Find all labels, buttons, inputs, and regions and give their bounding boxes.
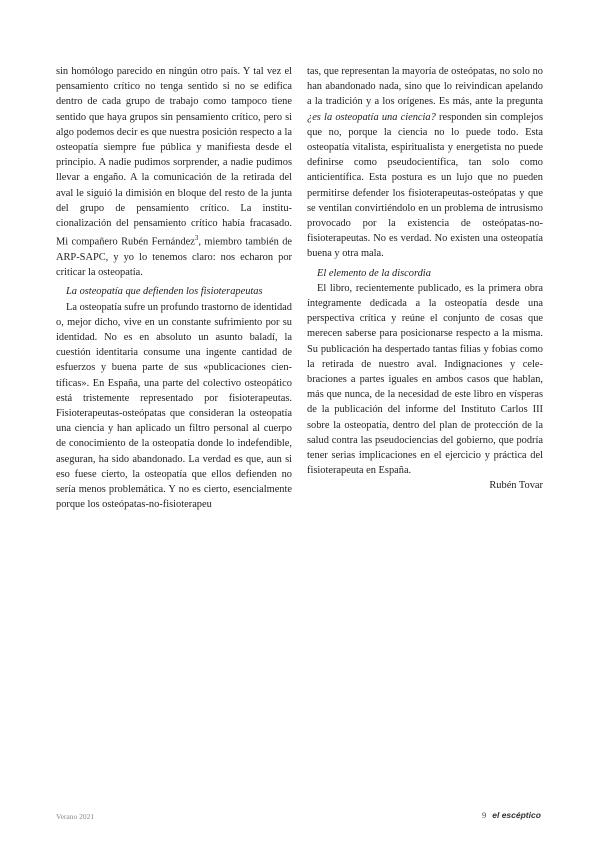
paragraph-text-end: , miembro también de ARP-SAPC, y yo lo tenemos claro: nos echaron por criticar la osteopatía. — [56, 236, 293, 279]
footer-right — [482, 810, 541, 820]
paragraph: La osteopatía sufre un profundo trastorno de identidad o, mejor dicho, vive en un constante sufrimiento por su identidad. No es en absoluto un asunto baladí, la cuestión identitaria consume una ingente cantidad de esfuerzos y buena parte de sus «publicaciones científicas». En España, una parte del colectivo osteopático está tristemente representado por fisioterapeutas. Fisioterapeutas-osteópatas que consideran la osteopatía una ciencia y han aplicado un filtro personal al cuerpo de conocimiento de la osteopatía donde lo indefendible, aseguran, ha sido abandonado. La verdad es que, aun si eso fuese cierto, la osteopatía que ellos defienden no sería menos problemática. Y no es cierto, esencialmente porque los osteópatas-no-fisioterapeu — [56, 301, 292, 511]
footnote-marker: 3 — [194, 234, 199, 243]
paragraph — [307, 64, 543, 262]
paragraph-text-end: responden sin complejos que no, porque la ciencia no lo puede todo. Esta osteopatía vitalista, espiritualista y energetista no puede definirse como pseudocientífica, tan solo como anticientífica. Esta postura es un lujo que no pueden permitirse defender los fisioterapeutas-osteópatas y que se ventilan convirtiéndolo en un problema de intrusismo provocado por la existencia de osteópatas-no-fisioterapeutas. No es verdad. No existen una osteopatía buena y otra mala. — [307, 111, 543, 260]
author-signature: Rubén Tovar — [489, 480, 543, 492]
paragraph — [56, 64, 292, 280]
paragraph: El libro, recientemente publicado, es la primera obra íntegramente dedicada a la osteopatía desde una perspectiva crítica y reúne el conjunto de cosas que merecen saberse para posicionarse respecto a la misma. Su publicación ha despertado tantas filias y fobias como la retirada de nuestro aval. Indignaciones y celebraciones a partes iguales en ambos casos que hablan, más que nunca, de la necesidad de este libro en vísperas de la publicación del informe del Instituto Carlos III sobre la osteopatía, dentro del plan de protección de la salud contra las pseudociencias del gobierno, que podría tener serias implicaciones en el ejercicio y práctica del fisioterapeuta en España. — [307, 282, 543, 477]
paragraph-text: tas, que representan la mayoría de osteópatas, no solo no han abandonado nada, sino que lo reivindican apelando a la tradición y a los orígenes. Es más, ante la pregunta — [307, 66, 543, 108]
footer-season: Verano 2021 — [56, 812, 95, 821]
magazine-name: el escéptico — [492, 810, 541, 820]
paragraph-text: sin homólogo parecido en ningún otro país. Y tal vez el pensamiento crítico no tenga sentido si no se edifica dentro de cada grupo de trabajo como tampoco tiene sentido que haya grupos sin pensamiento crítico, pero si algo podemos decir es que nuestra posición respecto a la osteopatía siempre fue pública y manifiesta desde el principio. A nadie pudimos sorprender, a nadie pudimos llevar a engaño. A la comunicación de la retirada del aval le siguió la dimisión en bloque del resto de la junta del grupo de pensamiento crítico. La institucionalización del pensamiento crítico había fracasado. Mi compañero Rubén Fernández — [56, 66, 292, 248]
left-column — [56, 64, 292, 512]
italic-question: ¿es la osteopatía una ciencia? — [307, 111, 436, 123]
section-heading: La osteopatía que defienden los fisioterapeutas — [66, 286, 263, 298]
page-number: 9 — [482, 810, 487, 820]
section-heading: El elemento de la discordia — [317, 267, 431, 279]
right-column — [307, 64, 543, 494]
